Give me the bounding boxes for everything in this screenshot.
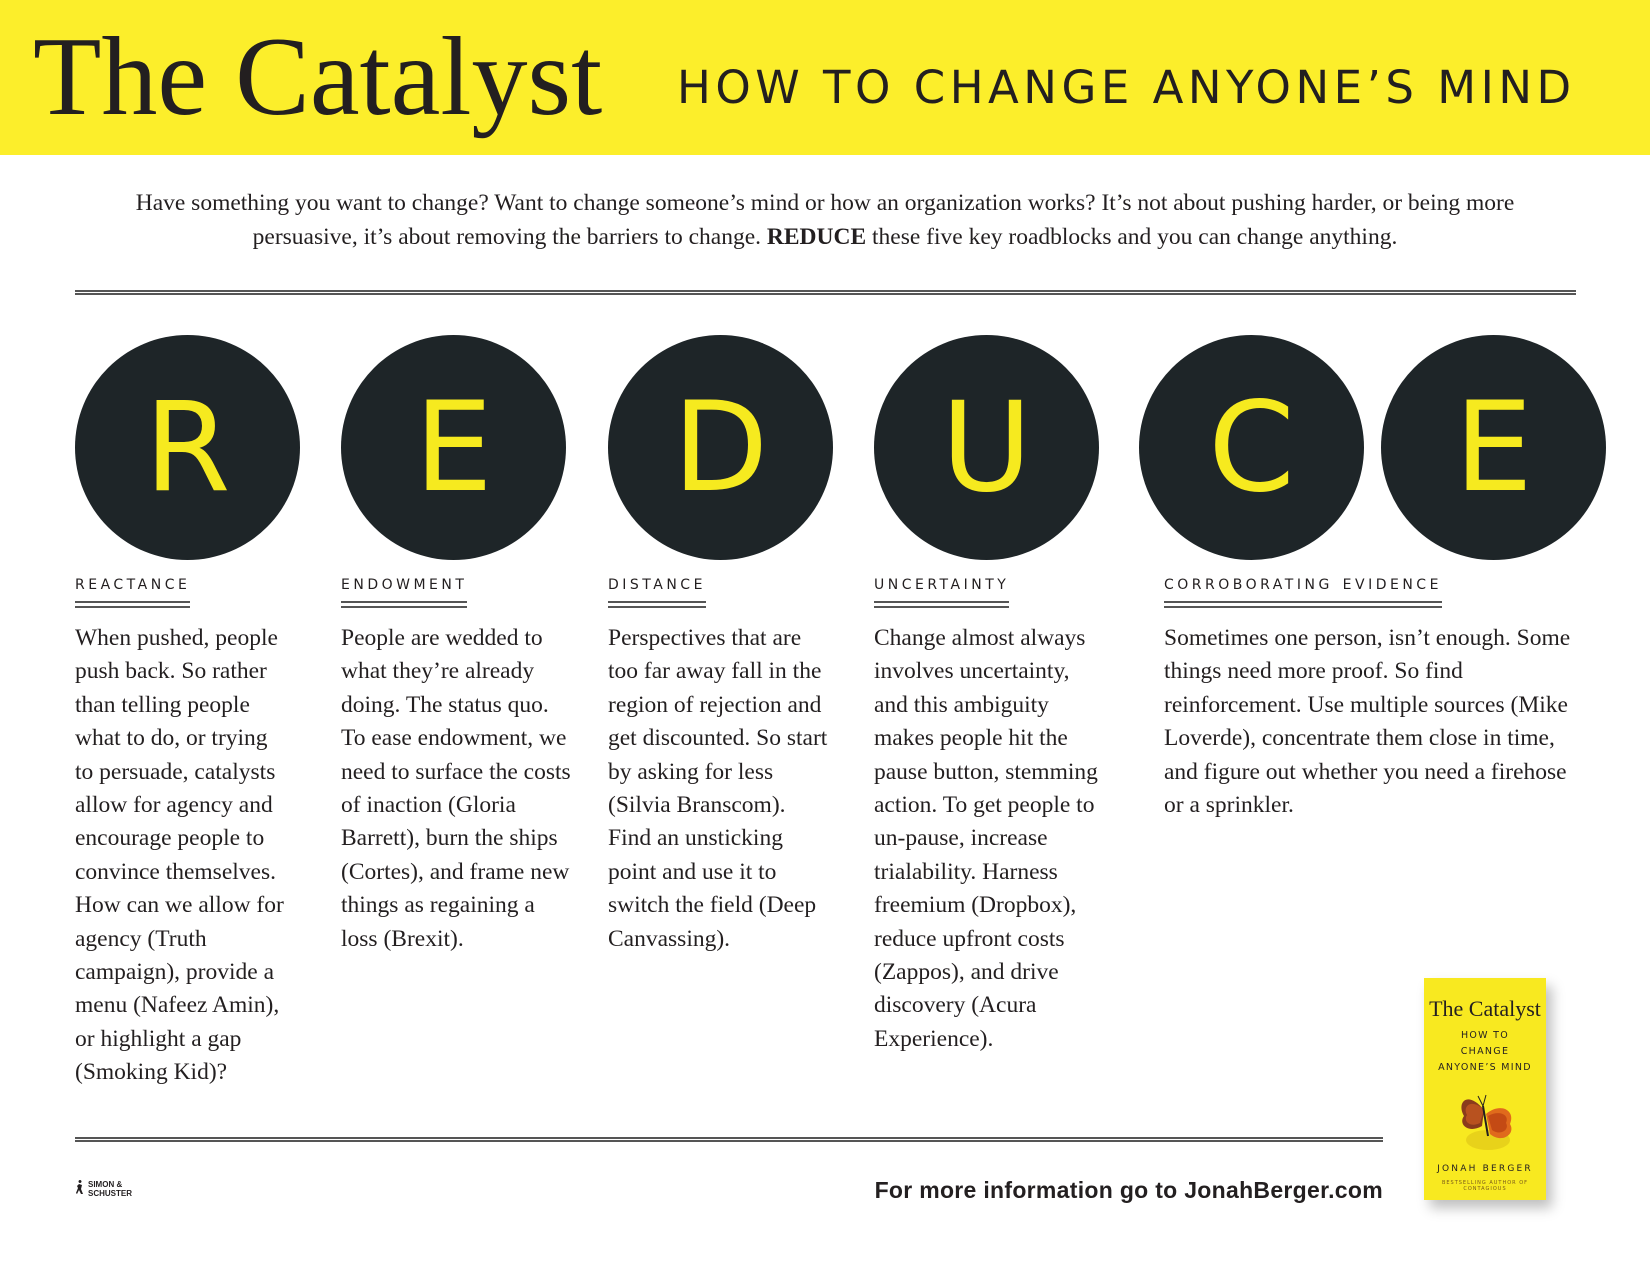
column-body: Perspectives that are too far away fall in the region of rejection and get discounted. So start by asking for less (Silvia Branscom). Find an unsticking point and use it to switch the field (Deep Canvassing). <box>608 625 828 952</box>
column-heading: uncertainty <box>874 568 1009 603</box>
column-heading-wrap <box>1164 568 1442 608</box>
page-title: The Catalyst <box>33 15 603 139</box>
intro-text-start: Have something you want to change? Want to change someone’s mind or how an organization works? It’s not about pushing harder, or being more persuasive, it’s about removing the barriers to change. <box>135 190 1515 250</box>
column-heading-wrap <box>608 568 706 608</box>
column-heading: reactance <box>75 568 190 603</box>
book-cover <box>1424 978 1546 1200</box>
column-heading-wrap <box>75 568 190 608</box>
column-distance <box>608 568 830 956</box>
column-uncertainty <box>874 568 1106 1056</box>
column-heading-wrap <box>341 568 467 608</box>
column-body: Sometimes one person, isn’t enough. Some things need more proof. So find reinforcement. Use multiple sources (Mike Loverde), concentrate them close in time, and figure out whether you need a firehose or a sprinkler. <box>1164 625 1571 819</box>
publisher-name: SIMON & SCHUSTER <box>88 1180 133 1198</box>
top-divider <box>75 290 1576 295</box>
column-endowment <box>341 568 573 956</box>
column-body: Change almost always involves uncertainty, and this ambiguity makes people hit the pause button, stemming action. To get people to un-pause, increase trialability. Harness freemium (Dropbox), reduce upfront costs (Zappos), and drive discovery (Acura Experience). <box>874 625 1098 1052</box>
sower-icon <box>75 1179 85 1199</box>
publisher-logo <box>75 1178 145 1200</box>
column-corroborating-evidence <box>1164 568 1576 822</box>
intro-text-end: these five key roadblocks and you can change anything. <box>866 224 1398 250</box>
letter-circle-c: C <box>1139 335 1364 560</box>
letter-circle-e-final: E <box>1381 335 1606 560</box>
letter-circle-r: R <box>75 335 300 560</box>
column-body: When pushed, people push back. So rather than telling people what to do, or trying to persuade, catalysts allow for agency and encourage people to convince themselves. How can we allow for agency (Truth campaign), provide a menu (Nafeez Amin), or highlight a gap (Smoking Kid)? <box>75 625 284 1086</box>
letter-circle-e: E <box>341 335 566 560</box>
column-heading-wrap <box>874 568 1009 608</box>
book-title: The Catalyst <box>1429 996 1541 1021</box>
butterfly-brain-icon <box>1450 1080 1520 1154</box>
bottom-divider <box>75 1137 1383 1142</box>
book-tagline: BESTSELLING AUTHOR OF CONTAGIOUS <box>1441 1180 1529 1192</box>
book-subtitle: HOW TO CHANGE ANYONE’S MIND <box>1438 1030 1532 1073</box>
page-subtitle: HOW TO CHANGE ANYONE’S MIND <box>677 61 1576 114</box>
book-author: JONAH BERGER <box>1437 1164 1533 1174</box>
letter-circle-u: U <box>874 335 1099 560</box>
column-heading: endowment <box>341 568 467 603</box>
column-heading: corroborating evidence <box>1164 568 1442 603</box>
column-body: People are wedded to what they’re already doing. The status quo. To ease endowment, we need to surface the costs of inaction (Gloria Barrett), burn the ships (Cortes), and frame new things as regaining a loss (Brexit). <box>341 625 571 952</box>
letter-circle-d: D <box>608 335 833 560</box>
column-reactance <box>75 568 290 1090</box>
title-banner <box>0 0 1650 155</box>
website-link[interactable]: For more information go to JonahBerger.com <box>874 1177 1383 1203</box>
intro-paragraph <box>100 186 1550 254</box>
column-heading: distance <box>608 568 706 603</box>
intro-emphasis: REDUCE <box>766 224 867 250</box>
